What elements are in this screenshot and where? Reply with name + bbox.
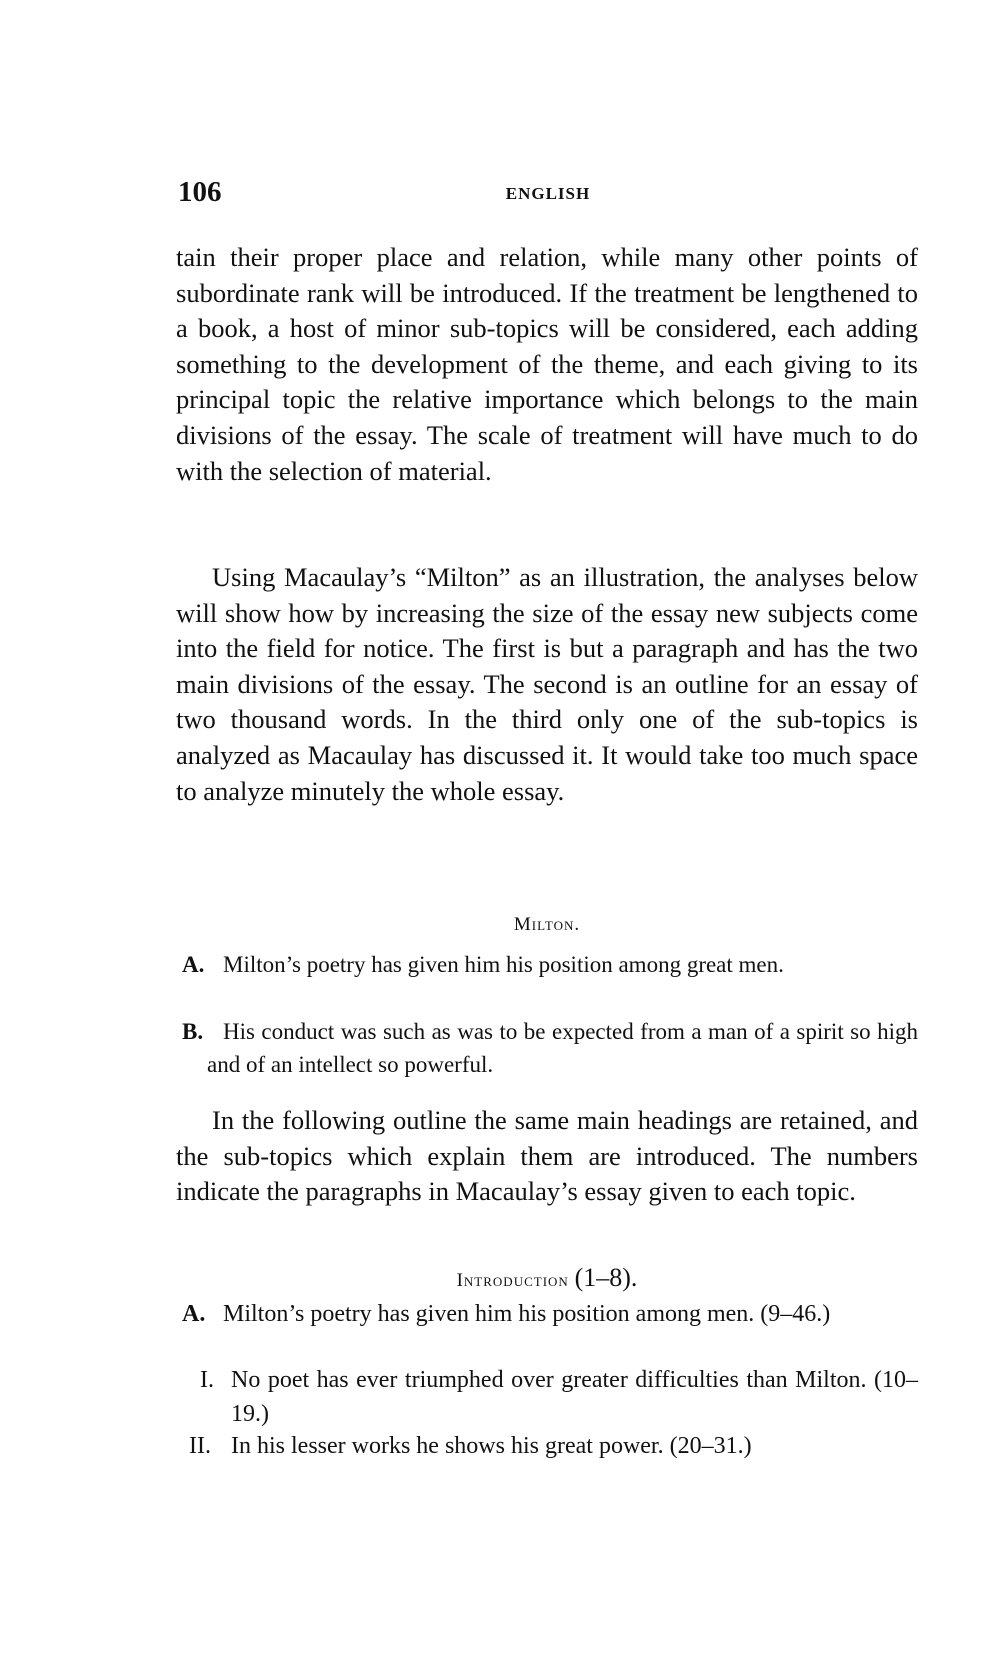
item-label: A. — [182, 1301, 206, 1327]
milton-item-a — [183, 948, 918, 981]
item-text: Milton’s poetry has given him his position among men. (9–46.) — [223, 1301, 831, 1327]
paragraph-outline-intro: In the following outline the same main headings are retained, and the sub-topics which explain them are introduced. The numbers indicate the paragraphs in Macaulay’s essay given to each topic. — [176, 1105, 918, 1207]
paragraph-illustration: Using Macaulay’s “Milton” as an illustration, the analyses below will show how by increasing the size of the essay new subjects come into the field for notice. The first is but a paragraph and has the two main divisions of the essay. The second is an outline for an essay of two thousand words. In the third only one of the sub-topics is analyzed as Macaulay has discussed it. It would take too much space to analyze minutely the whole essay. — [176, 562, 918, 806]
subitem-label: I. — [200, 1367, 214, 1393]
subitem-text: In his lesser works he shows his great power. (20–31.) — [231, 1433, 752, 1459]
item-label: B. — [182, 1019, 204, 1044]
item-text: His conduct was such as was to be expected from a man of a spirit so high and of an intellect so powerful. — [207, 1019, 918, 1077]
milton-heading: Milton. — [513, 914, 581, 935]
outline-subitem-i — [200, 1363, 918, 1431]
introduction-heading-label: Introduction — [456, 1270, 569, 1291]
running-head: ENGLISH — [505, 184, 591, 203]
introduction-heading-range: (1–8). — [574, 1263, 638, 1292]
subitem-label: II. — [189, 1433, 211, 1459]
outline-subitem-ii — [189, 1429, 918, 1463]
introduction-heading — [176, 1263, 918, 1293]
subitem-text: No poet has ever triumphed over greater difficulties than Milton. (10–19.) — [231, 1367, 918, 1427]
milton-item-b — [183, 1015, 918, 1081]
paragraph-continuation: tain their proper place and relation, while many other points of subordinate rank will be introduced. If the treatment be lengthened to a book, a host of minor sub-topics will be considered, each adding something to the development of the theme, and each giving to its principal topic the relative importance which belongs to the main divisions of the essay. The scale of treatment will have much to do with the selection of material. — [176, 242, 918, 486]
page-header — [178, 176, 918, 216]
page-number: 106 — [178, 176, 222, 208]
outline-item-a — [183, 1297, 918, 1331]
item-text: Milton’s poetry has given him his position among great men. — [223, 952, 784, 977]
item-label: A. — [182, 952, 205, 977]
